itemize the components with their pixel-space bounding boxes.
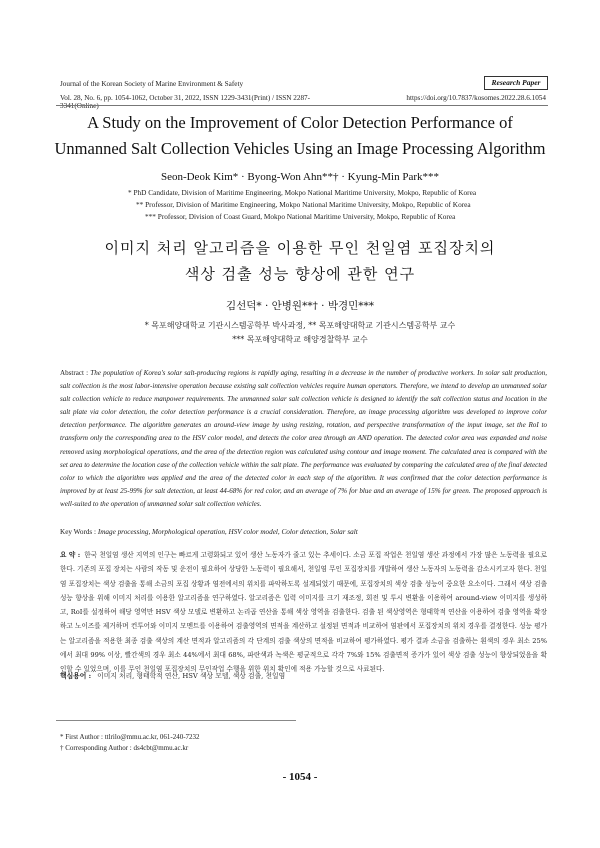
- header-divider: [56, 105, 548, 106]
- korean-affiliation-1: * 목포해양대학교 기관시스템공학부 박사과정, ** 목포해양대학교 기관시스템공학부 교수: [144, 321, 456, 330]
- korean-title: [40, 235, 560, 287]
- keywords-label: Key Words :: [60, 528, 98, 536]
- korean-summary-label: 요 약 :: [60, 551, 81, 559]
- korean-authors: 김선덕* · 안병원**† · 박경민***: [225, 300, 375, 312]
- english-title-line-1: A Study on the Improvement of Color Detection Performance of: [87, 113, 513, 132]
- abstract-text: The population of Korea's solar salt-producing regions is rapidly aging, resulting in a decrease in the number of productive workers. In solar salt production, salt collection is the most labor-intensive operation because existing salt collection vehicles require human operators. Therefore, we intend to develop an unmanned solar salt collection vehicle to reduce manpower requirements. The unmanned solar salt collection vehicle is designed to identify the salt collection status and location in the salt plate via color detection, the color detection performance is a crucial consideration. Therefore, an image processing algorithm was developed to improve color detection performance. The algorithm generates an around-view image by using resizing, rotation, and perspective transformation of the input image, set the RoI to transform only the corresponding area to the HSV color model, and detects the color area through an AND operation. The detected color area was expanded and noise removed using morphological operations, and the area of the detection region was calculated using contour and image moment. The calculated area is compared with the set area to determine the location case of the collection vehicle within the salt plate. The performance was evaluated by comparing the calculated area of the final detected color to which the algorithm was applied and the area of the detected color in each step of the algorithm. It was confirmed that the color detection performance is improved by at least 25-99% for salt detection, at least 44-68% for red color, and an average of 7% for blue and an average of 15% for green. The proposed approach is well-suited to the operation of unmanned solar salt collection vehicles.: [60, 369, 547, 508]
- doi-link[interactable]: https://doi.org/10.7837/kosomes.2022.28.6.1054: [406, 94, 546, 102]
- footnote-first-author: * First Author : ttlrilo@mmu.ac.kr, 061-240-7232: [60, 733, 200, 741]
- korean-keywords-text: 이미지 처리, 형태학적 연산, HSV 색상 모델, 색상 검출, 천일염: [97, 672, 286, 680]
- keywords: [60, 528, 547, 536]
- korean-keywords-label: 핵심용어 :: [60, 672, 92, 680]
- english-affiliation-1: * PhD Candidate, Division of Maritime Engineering, Mokpo National Maritime University, Mokpo, Republic of Korea: [128, 188, 477, 197]
- article-type-badge: Research Paper: [484, 76, 548, 90]
- abstract: [60, 367, 547, 511]
- english-title-line-2: Unmanned Salt Collection Vehicles Using an Image Processing Algorithm: [54, 139, 546, 158]
- english-title: [40, 110, 560, 162]
- page-number: - 1054 -: [282, 771, 318, 783]
- korean-affiliation-2: *** 목포해양대학교 해양경찰학부 교수: [232, 335, 368, 344]
- korean-summary-text: 한국 천일염 생산 지역의 인구는 빠르게 고령화되고 있어 생산 노동자가 줄고 있는 추세이다. 소금 포집 작업은 천일염 생산 과정에서 가장 많은 노동력을 필요로 한다. 기존의 포집 장치는 사람의 작동 및 운전이 필요하여 상당한 노동력이 필요해서, 천일염 무인 포집장치를 개발하여 생산 노동자의 노동력을 감소시키고자 한다. 천일염 포집장치는 색상 검출을 통해 소금의 포집 상황과 염전에서의 위치를 파악하도록 설계되었기 때문에, 포집장치의 색상 검출 성능이 중요한 요소이다. 그래서 색상 검출 성능 향상을 위해 이미지 처리를 이용한 알고리즘을 연구하였다. 알고리즘은 입력 이미지를 크기 재조정, 회전 및 투시 변환을 이용하여 around-view 이미지를 생성하고, RoI를 설정하여 해당 영역만 HSV 색상 모델로 변환하고 논리곱 연산을 통해 색상 영역을 검출한다. 검출 된 색상영역은 형태학적 연산을 이용하여 검출 영역을 확장하고 노이즈를 제거하며 컨투어와 이미지 모멘트를 이용하여 검출영역의 면적을 계산하고 설정된 면적과 비교하여 염판에서 포집장치의 위치 경우를 결정한다. 성능 평가는 알고리즘을 적용한 최종 검출 색상의 계산 면적과 알고리즘의 각 단계의 검출 색상의 면적을 비교하여 평가하였다. 평가 결과 소금을 검출하는 흰색의 경우 최소 25%에서 최대 99% 이상, 빨간색의 경우 최소 44%에서 최대 68%, 파란색과 녹색은 평균적으로 각각 7%와 15% 검출면적 증가가 있어 색상 검출 성능이 향상되었음을 확인할 수 있었으며, 이를 무인 천일염 포집장치의 무인작업 수행을 위한 위치 확인에 적용 가능할 것으로 사료된다.: [60, 551, 548, 674]
- korean-title-line-2: 색상 검출 성능 향상에 관한 연구: [184, 265, 416, 283]
- footnote-corresponding-author: † Corresponding Author : ds4cbt@mmu.ac.kr: [60, 744, 189, 752]
- korean-keywords: [60, 670, 547, 680]
- english-authors: Seon-Deok Kim* · Byong-Won Ahn**† · Kyung-Min Park***: [160, 171, 440, 183]
- abstract-label: Abstract :: [60, 369, 91, 377]
- english-affiliation-3: *** Professor, Division of Coast Guard, Mokpo National Maritime University, Mokpo, Republic of Korea: [145, 212, 456, 221]
- keywords-text: Image processing, Morphological operation, HSV color model, Color detection, Solar salt: [97, 528, 358, 536]
- korean-summary: [60, 548, 547, 677]
- footnote-divider: [56, 720, 296, 721]
- journal-name: Journal of the Korean Society of Marine Environment & Safety: [60, 80, 244, 88]
- korean-title-line-1: 이미지 처리 알고리즘을 이용한 무인 천일염 포집장치의: [104, 239, 496, 257]
- volume-info: Vol. 28, No. 6, pp. 1054-1062, October 31, 2022, ISSN 1229-3431(Print) / ISSN 2287-3341(Online): [60, 94, 311, 110]
- english-affiliation-2: ** Professor, Division of Maritime Engineering, Mokpo National Maritime University, Mokpo, Republic of Korea: [136, 200, 471, 209]
